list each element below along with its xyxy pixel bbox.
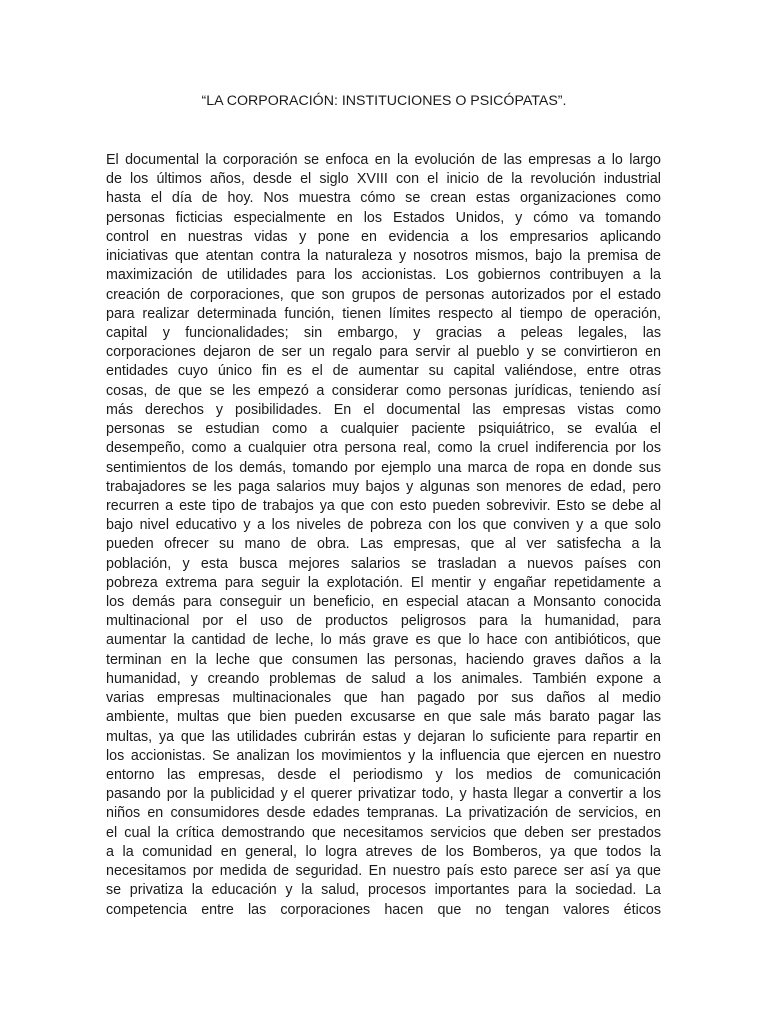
body-line: cosas, de que se les empezó a considerar como personas jurídicas, teniendo así bbox=[106, 382, 661, 399]
body-line: necesitamos por medida de seguridad. En nuestro país esto parece ser así ya que bbox=[106, 863, 661, 880]
body-line: pueden ofrecer su mano de obra. Las empresas, que al ver satisfecha a la bbox=[106, 536, 661, 553]
body-line: terminan en la leche que consumen las personas, haciendo graves daños a la bbox=[106, 651, 661, 668]
body-line: más derechos y posibilidades. En el documental las empresas vistas como bbox=[106, 401, 661, 418]
body-line: los accionistas. Se analizan los movimientos y la influencia que ejercen en nuestro bbox=[106, 747, 661, 764]
body-line: pasando por la publicidad y el querer privatizar todo, y hasta llegar a convertir a los bbox=[106, 786, 661, 803]
body-line: se privatiza la educación y la salud, procesos importantes para la sociedad. La bbox=[106, 882, 661, 899]
body-line: capital y funcionalidades; sin embargo, y gracias a peleas legales, las bbox=[106, 324, 661, 341]
document-title: “LA CORPORACIÓN: INSTITUCIONES O PSICÓPATAS”. bbox=[201, 93, 567, 109]
body-line: para realizar determinada función, tienen límites respecto al tiempo de operación, bbox=[106, 305, 661, 322]
body-line: multas, ya que las utilidades cubrirán estas y dejaran lo suficiente para repartir en bbox=[106, 728, 661, 745]
body-line: hasta el día de hoy. Nos muestra cómo se crean estas organizaciones como bbox=[106, 190, 661, 207]
body-line: de los últimos años, desde el siglo XVIII con el inicio de la revolución industrial bbox=[106, 171, 661, 188]
body-line: ambiente, multas que bien pueden excusarse en que sale más barato pagar las bbox=[106, 709, 661, 726]
body-line: entorno las empresas, desde el periodismo y los medios de comunicación bbox=[106, 767, 661, 783]
body-line: a la comunidad en general, lo logra atreves de los Bomberos, ya que todos la bbox=[106, 843, 661, 860]
body-line: pobreza extrema para seguir la explotación. El mentir y engañar repetidamente a bbox=[106, 574, 661, 591]
body-line: maximización de utilidades para los accionistas. Los gobiernos contribuyen a la bbox=[106, 267, 661, 284]
body-line: varias empresas multinacionales que han pagado por sus daños al medio bbox=[106, 690, 661, 707]
body-line: creación de corporaciones, que son grupos de personas autorizados por el estado bbox=[106, 286, 661, 303]
body-line: población, y esta busca mejores salarios se trasladan a nuevos países con bbox=[106, 555, 661, 572]
document-body bbox=[106, 151, 661, 920]
body-line: el cual la crítica demostrando que necesitamos servicios que deben ser prestados bbox=[106, 824, 661, 841]
body-line: trabajadores se les paga salarios muy bajos y algunas son menores de edad, pero bbox=[106, 478, 661, 495]
body-line: competencia entre las corporaciones hacen que no tengan valores éticos bbox=[106, 901, 661, 918]
body-line: aumentar la cantidad de leche, lo más grave es que lo hace con antibióticos, que bbox=[106, 632, 661, 649]
body-line: niños en consumidores desde edades tempranas. La privatización de servicios, en bbox=[106, 805, 661, 822]
body-line: desempeño, como a cualquier otra persona real, como la cruel indiferencia por los bbox=[106, 440, 661, 457]
body-line: entidades cuyo único fin es el de aumentar su capital valiéndose, entre otras bbox=[106, 363, 661, 380]
body-line: El documental la corporación se enfoca en la evolución de las empresas a lo largo bbox=[106, 152, 661, 168]
body-line: recurren a este tipo de trabajos ya que con esto pueden sobrevivir. Esto se debe al bbox=[106, 497, 661, 514]
body-line: humanidad, y creando problemas de salud a los animales. También expone a bbox=[106, 670, 661, 687]
body-line: multinacional por el uso de productos peligrosos para la humanidad, para bbox=[106, 613, 661, 630]
body-line: personas se estudian como a cualquier paciente psiquiátrico, se evalúa el bbox=[106, 421, 661, 438]
body-line: sentimientos de los demás, tomando por ejemplo una marca de ropa en donde sus bbox=[106, 459, 661, 476]
body-line: los demás para conseguir un beneficio, en especial atacan a Monsanto conocida bbox=[106, 594, 661, 611]
body-line: control en nuestras vidas y pone en evidencia a los empresarios aplicando bbox=[106, 228, 661, 245]
body-line: corporaciones dejaron de ser un regalo para servir al pueblo y se convirtieron en bbox=[106, 344, 661, 361]
body-line: bajo nivel educativo y a los niveles de pobreza con los que conviven y a que solo bbox=[106, 517, 661, 534]
body-line: iniciativas que atentan contra la naturaleza y nosotros mismos, bajo la premisa de bbox=[106, 248, 661, 265]
body-line: personas ficticias especialmente en los Estados Unidos, y cómo va tomando bbox=[106, 209, 661, 226]
